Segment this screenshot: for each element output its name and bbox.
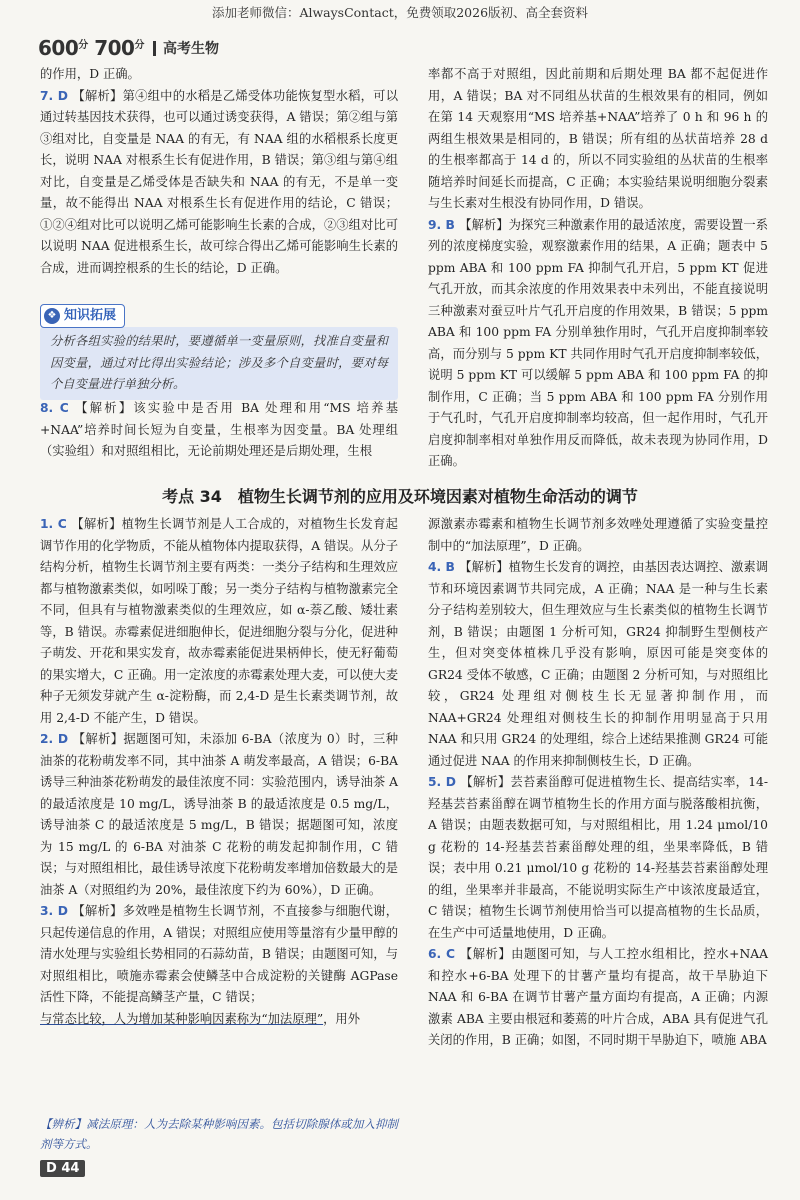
answer-text: 【解析】由题图可知，与人工控水组相比，控水+NAA 和控水+6-BA 处理下的甘薯产量均有提高，故干旱胁迫下 NAA 和 6-BA 在调节甘薯产量方面均有提高，A 正确；内源激素 ABA 主要由根冠和萎蔫的叶片合成，ABA 具有促进气孔关闭的作用，B 正确；如图，不同时期干旱胁迫下，喷施 ABA	[428, 947, 768, 1047]
section-title: 考点 34 植物生长调节剂的应用及环境因素对植物生命活动的调节	[162, 487, 638, 506]
left-column-after	[40, 398, 398, 463]
question-number: 5. D	[428, 775, 461, 789]
answer-text: 【解析】植物生长调节剂是人工合成的，对植物生长发育起调节作用的化学物质，不能从植物体内提取获得，A 错误。从分子结构分析，植物生长调节剂主要有两类：一类分子结构和生理效应都与植物激素类似，如吲哚丁酸；另一类分子结构与植物激素完全不同，但具有与植物激素类似的生理效应，如 α-萘乙酸、矮壮素等，B 错误。赤霉素促进细胞伸长，促进细胞分裂与分化，促进种子萌发、开花和果实发育，故赤霉素能促进果柄伸长，使无籽葡萄的果实增大，C 正确。用一定浓度的赤霉素处理大麦，可以使大麦种子无须发芽就产生 α-淀粉酶，而 2,4-D 是生长素类调节剂，故用 2,4-D 不能产生，D 错误。	[40, 517, 398, 725]
brand-logo: $600^分$ $700^分$	[38, 36, 144, 60]
answer-paragraph	[40, 398, 398, 463]
right-column-bottom	[428, 514, 768, 1052]
answer-text: 源激素赤霉素和植物生长调节剂多效唑处理遵循了实验变量控制中的“加法原理”，D 正确。	[428, 517, 768, 553]
underlined-text: 与常态比较，人为增加某种影响因素称为“加法原理”	[40, 1011, 324, 1026]
answer-text: 【解析】植物生长发育的调控，由基因表达调控、激素调节和环境因素调节共同完成，A 正确；NAA 是一种与生长素分子结构差别较大，但生理效应与生长素类似的植物生长调节剂，B 错误；由题图 1 分析可知，GR24 抑制野生型侧枝产生，但对突变体植株几乎没有影响，原因可能是突变体的 GR24 受体不敏感，C 正确；由题图 2 分析可知，与对照组比较，GR24 处理组对侧枝生长无显著抑制作用，而 NAA+GR24 处理组对侧枝生长的抑制作用明显高于只用 NAA 和只用 GR24 的处理组，综合上述结果推测 GR24 可能通过促进 NAA 的作用来抑制侧枝生长，D 正确。	[428, 560, 768, 768]
knowledge-icon: ❖	[44, 308, 60, 324]
top-watermark-note: 添加老师微信：AlwaysContact，免费领取2026版初、高全套资料	[211, 5, 589, 20]
left-column-top	[40, 64, 398, 279]
answer-paragraph	[428, 944, 768, 1052]
answer-paragraph	[40, 86, 398, 280]
answer-text: 的作用，D 正确。	[40, 67, 140, 81]
question-number: 1. C	[40, 517, 72, 531]
answer-text: 【解析】据题图可知，未添加 6-BA（浓度为 0）时，三种油茶的花粉萌发率不同，其中油茶 A 萌发率最高，A 错误；6-BA 诱导三种油茶花粉萌发的最佳浓度不同：实验范围内，诱导油茶 A 的最适浓度是 10 mg/L，诱导油茶 B 的最适浓度是 0.5 mg/L，诱导油茶 C 的最适浓度是 5 mg/L，B 错误；据题图可知，浓度为 15 mg/L 的 6-BA 对油茶 C 花粉的萌发起抑制作用，C 错误；与对照组相比，最佳诱导浓度下花粉萌发率增加倍数最大的是油茶 A（对照组约为 20%，最佳浓度下约为 60%），D 正确。	[40, 732, 398, 897]
answer-paragraph	[428, 772, 768, 944]
answer-paragraph	[40, 901, 398, 1009]
question-number: 2. D	[40, 732, 73, 746]
page-number: D 44	[40, 1160, 85, 1177]
question-number: 6. C	[428, 947, 460, 961]
answer-text: 【解析】为探究三种激素作用的最适浓度，需要设置一系列的浓度梯度实验，观察激素作用的结果，A 正确；题表中 5 ppm ABA 和 100 ppm FA 抑制气孔开启，5 ppm KT 促进气孔开放，而其余浓度的作用效果表中未列出，不能直接说明三种激素对蚕豆叶片气孔开启度的作用效果，B 错误；5 ppm ABA 和 100 ppm FA 分别单独作用时，气孔开启度抑制率较高，而分别与 5 ppm KT 共同作用时气孔开启度抑制率较低，说明 5 ppm KT 可以缓解 5 ppm ABA 和 100 ppm FA 的抑制作用，C 正确；当 5 ppm ABA 和 100 ppm FA 分别作用于气孔时，气孔开启度抑制率均较高，但一起作用时，气孔开启度抑制率相对单独作用反而降低，故未表现为协同作用，D 正确。	[428, 217, 768, 468]
page-header	[38, 36, 219, 60]
subject-title: 高考生物	[162, 41, 219, 57]
question-number: 9. B	[428, 217, 460, 232]
answer-paragraph	[40, 64, 398, 86]
question-number: 8. C	[40, 401, 76, 415]
question-number: 3. D	[40, 904, 73, 918]
answer-paragraph	[40, 729, 398, 901]
question-number: 4. B	[428, 560, 460, 574]
knowledge-text: 分析各组实验的结果时，要遵循单一变量原则，找准自变量和因变量，通过对比得出实验结论；涉及多个自变量时，要对每个自变量进行单独分析。	[40, 327, 398, 400]
handwritten-note: 【辨析】减法原理：人为去除某种影响因素。包括切除腺体或加入抑制剂等方式。	[40, 1117, 398, 1151]
answer-text: 率都不高于对照组，因此前期和后期处理 BA 都不起促进作用，A 错误；BA 对不同组丛状苗的生根效果有的相同，例如在第 14 天观察用“MS 培养基+NAA”培养了 0 h 和 96 h 的两组生根效果是相同的，B 错误；所有组的丛状苗培养 28 d 的生根率都高于 14 d 的，所以不同实验组的丛状苗的生根率随培养时间延长而提高，C 正确；本实验结果说明细胞分裂素与生长素对生根没有协同作用，D 错误。	[428, 67, 768, 210]
answer-paragraph	[40, 1009, 398, 1031]
knowledge-title: ❖ 知识拓展	[40, 304, 125, 328]
left-column-bottom	[40, 514, 398, 1030]
right-column-top	[428, 64, 768, 473]
answer-paragraph	[428, 557, 768, 772]
question-number: 7. D	[40, 88, 73, 103]
answer-paragraph	[428, 514, 768, 557]
answer-text: 【解析】该实验中是否用 BA 处理和用“MS 培养基+NAA”培养时间长短为自变量，生根率为因变量。BA 处理组（实验组）和对照组相比，无论前期处理还是后期处理，生根	[40, 401, 398, 458]
answer-text-tail: ，用外	[323, 1011, 361, 1026]
answer-text: 【解析】芸苔素甾醇可促进植物生长、提高结实率，14-羟基芸苔素甾醇在调节植物生长的作用方面与脱落酸相抗衡，A 错误；由题表数据可知，与对照组相比，用 1.24 μmol/10 g 花粉的 14-羟基芸苔素甾醇处理的组，坐果率降低，B 错误；表中用 0.21 μmol/10 g 花粉的 14-羟基芸苔素甾醇处理的组，坐果率并非最高，不能说明实际生产中该浓度最适宜，C 错误；植物生长调节剂使用恰当可以提高植物的生长品质，在生产中可适量地使用，D 正确。	[428, 775, 768, 940]
knowledge-box	[40, 303, 398, 400]
header-separator	[153, 41, 156, 56]
answer-paragraph	[40, 514, 398, 729]
answer-text: 【解析】多效唑是植物生长调节剂，不直接参与细胞代谢，只起传递信息的作用，A 错误；对照组应使用等量溶有少量甲醇的清水处理与实验组长势相同的石蒜幼苗，B 错误；由题图可知，与对照组相比，喷施赤霉素会使鳞茎中合成淀粉的关键酶 AGPase 活性下降，不能提高鳞茎产量，C 错误；	[40, 904, 398, 1004]
answer-text: 【解析】第④组中的水稻是乙烯受体功能恢复型水稻，可以通过转基因技术获得，也可以通过诱变获得，A 错误；第②组与第③组对比，自变量是 NAA 的有无，有 NAA 组的水稻根系长度更长，说明 NAA 对根系生长有促进作用，B 错误；第③组与第④组对比，自变量是乙烯受体是否缺失和 NAA 的有无，不是单一变量，故不能得出 NAA 对根系生长有促进作用的结论，C 错误；①②④组对比可以说明乙烯可能影响生长素的合成，②③组对比可以说明 NAA 促进根系生长，故可综合得出乙烯可能影响生长素的合成，进而调控根系的生长的结论，D 正确。	[40, 88, 398, 275]
answer-paragraph	[428, 215, 768, 473]
answer-paragraph	[428, 64, 768, 215]
